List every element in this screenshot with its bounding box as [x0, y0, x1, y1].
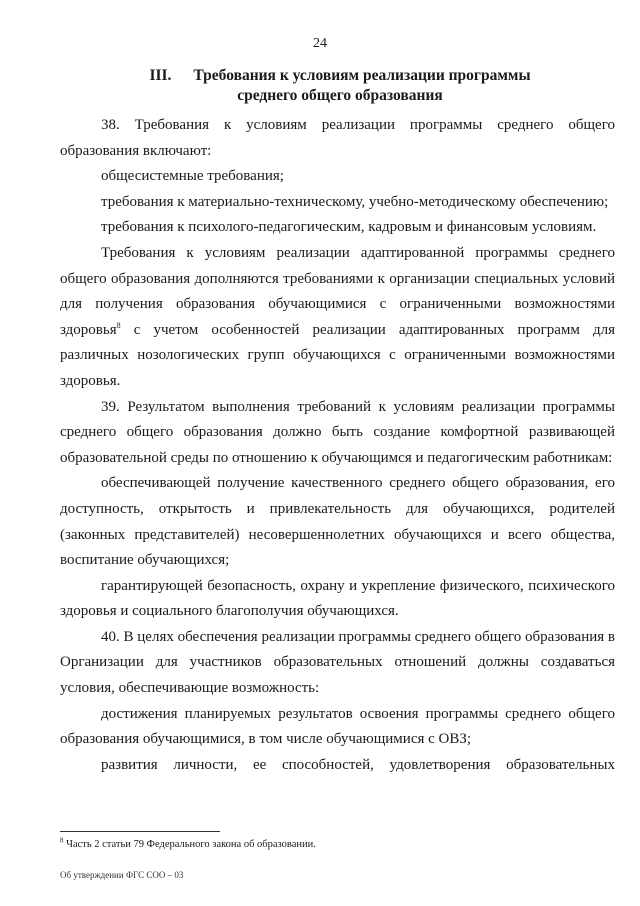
- list-item: общесистемные требования;: [101, 168, 284, 185]
- paragraph-adapted-program: [60, 241, 615, 395]
- footnote-reference: 8: [116, 320, 121, 330]
- section-title-line-2: среднего общего образования: [237, 87, 443, 104]
- paragraph-text: Требования к условиям реализации адаптированной программы среднего общего образования дополняются требованиями к организации специальных условий для получения образования обучающимися с ограниченными возможностями здоровья: [60, 244, 615, 338]
- list-item: требования к психолого-педагогическим, кадровым и финансовым условиям.: [101, 219, 597, 236]
- footnote-marker: 8: [60, 836, 64, 845]
- paragraph-39: 39. Результатом выполнения требований к условиям реализации программы среднего общего образования должно быть создание комфортной развивающей образовательной среды по отношению к обучающимся и педагогическим работникам:: [60, 398, 615, 466]
- footnote: [60, 838, 615, 852]
- section-title-line-1: [60, 66, 620, 86]
- list-item: развития личности, ее способностей, удовлетворения образовательных: [101, 756, 615, 773]
- paragraph-text: с учетом особенностей реализации адаптированных программ для различных нозологических групп обучающихся с ограниченными возможностями здоровья.: [60, 321, 615, 389]
- footnote-divider: [60, 831, 220, 832]
- footnote-text: Часть 2 статьи 79 Федерального закона об образовании.: [66, 839, 316, 850]
- list-item: обеспечивающей получение качественного среднего общего образования, его доступность, открытость и привлекательность для обучающихся, родителей (законных представителей) несовершеннолетних обучающихся и всего общества, воспитание обучающихся;: [60, 475, 615, 569]
- list-item: требования к материально-техническому, учебно-методическому обеспечению;: [101, 193, 609, 210]
- paragraph-40: 40. В целях обеспечения реализации программы среднего общего образования в Организации для участников образовательных отношений должны создаваться условия, обеспечивающие возможность:: [60, 628, 615, 697]
- paragraph-38: 38. Требования к условиям реализации программы среднего общего образования включают:: [60, 117, 615, 159]
- section-title-text-1: Требования к условиям реализации программы: [193, 67, 531, 84]
- list-item: достижения планируемых результатов освоения программы среднего общего образования обучающимися, в том числе обучающимися с ОВЗ;: [60, 705, 615, 748]
- section-heading: [60, 66, 620, 106]
- section-number: III.: [149, 67, 172, 84]
- page-number: 24: [313, 36, 327, 51]
- page-footer: Об утверждении ФГС СОО – 03: [60, 870, 184, 880]
- document-body: [60, 113, 615, 778]
- list-item: гарантирующей безопасность, охрану и укрепление физического, психического здоровья и социального благополучия обучающихся.: [60, 577, 615, 620]
